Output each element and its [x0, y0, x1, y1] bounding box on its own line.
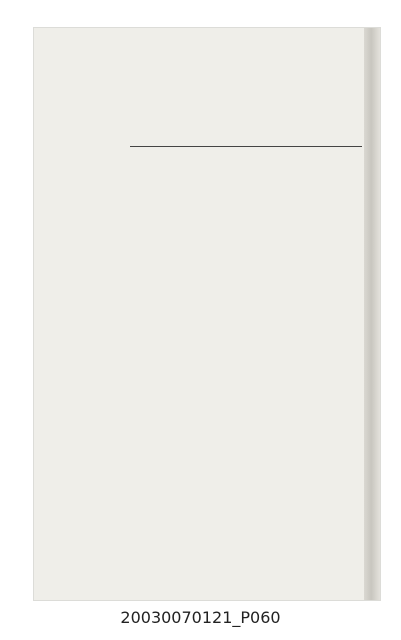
book-spread [34, 28, 380, 600]
page-fold [364, 28, 380, 600]
page-text [134, 154, 360, 584]
image-caption: 20030070121_P060 [120, 608, 281, 627]
header-rule [130, 146, 362, 147]
book-page [34, 28, 364, 600]
